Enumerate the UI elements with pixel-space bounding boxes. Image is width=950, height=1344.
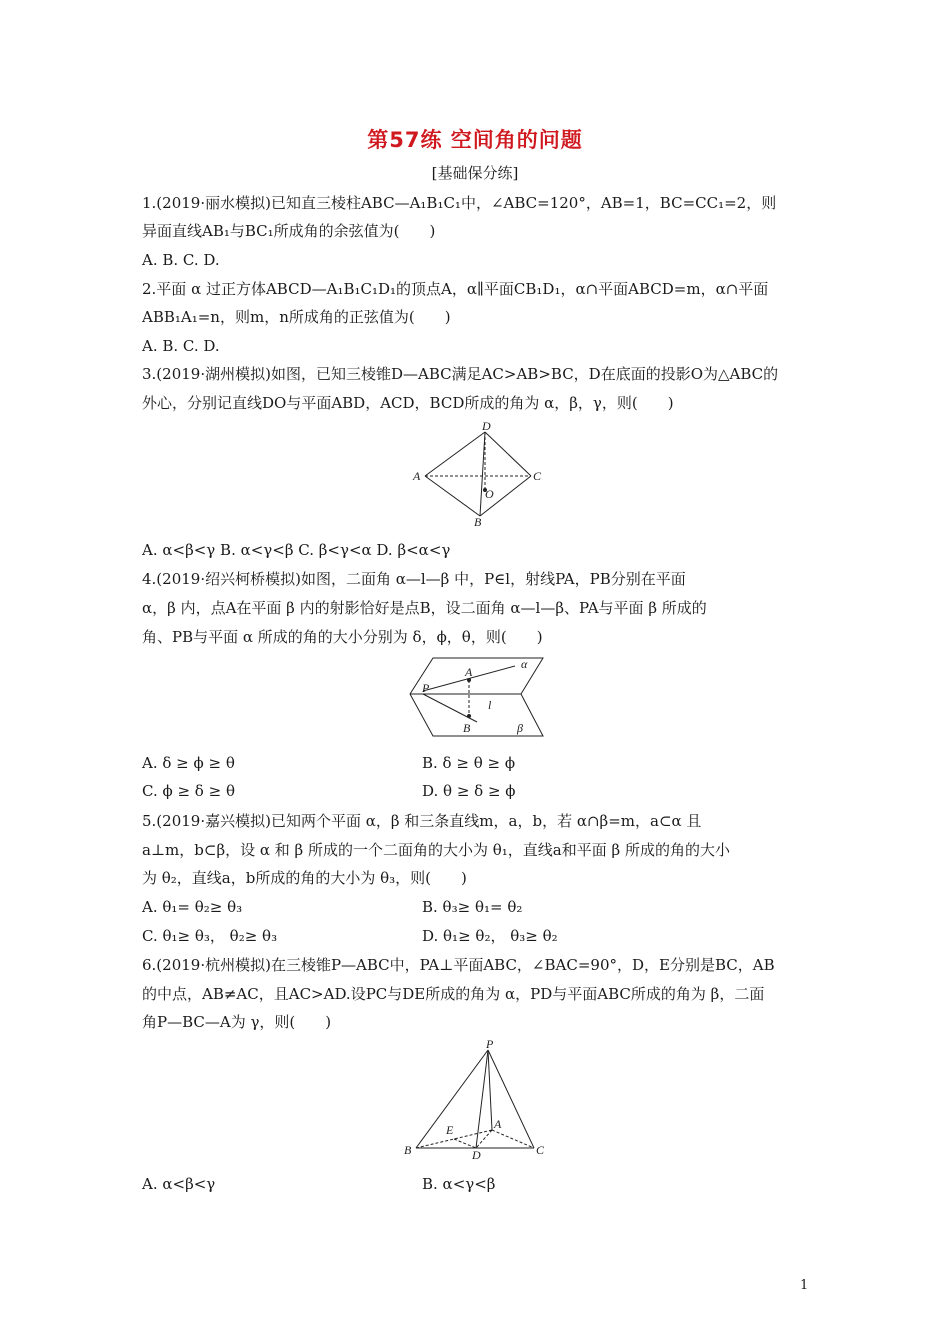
q4-option-c: C. ϕ ≥ δ ≥ θ <box>142 782 235 800</box>
q3-label-b: B <box>474 515 482 529</box>
q4-label-beta: β <box>517 721 523 735</box>
q3-label-a: A <box>413 469 421 483</box>
q6-line-2: 的中点，AB≠AC，且AC>AD.设PC与DE所成的角为 α，PD与平面ABC所成的角为 β，二面 <box>142 985 765 1003</box>
q6-label-e: E <box>446 1123 454 1137</box>
q4-label-alpha: α <box>521 657 528 671</box>
q5-option-d: D. θ₁≥ θ₂， θ₃≥ θ₂ <box>422 927 558 945</box>
q6-label-b: B <box>404 1143 412 1157</box>
q3-line-2: 外心，分别记直线DO与平面ABD，ACD，BCD所成的角为 α，β，γ，则( ) <box>142 394 674 412</box>
q2-options: A. B. C. D. <box>142 337 220 355</box>
q6-option-a: A. α<β<γ <box>142 1175 216 1193</box>
section-subtitle: [基础保分练] <box>431 164 519 182</box>
q4-label-l: l <box>488 698 492 712</box>
q5-option-b: B. θ₃≥ θ₁= θ₂ <box>422 898 523 916</box>
q6-label-d: D <box>472 1148 481 1160</box>
q5-option-c: C. θ₁≥ θ₃， θ₂≥ θ₃ <box>142 927 278 945</box>
q6-pyramid-figure <box>400 1038 550 1160</box>
q4-line-3: 角、PB与平面 α 所成的角的大小分别为 δ，ϕ，θ，则( ) <box>142 628 543 646</box>
q4-option-d: D. θ ≥ δ ≥ ϕ <box>422 782 516 800</box>
q2-line-2: ABB₁A₁=n，则m，n所成角的正弦值为( ) <box>142 308 451 326</box>
q6-label-a: A <box>494 1117 502 1131</box>
q5-line-1: 5.(2019·嘉兴模拟)已知两个平面 α，β 和三条直线m，a，b，若 α∩β=m，a⊂α 且 <box>142 812 702 830</box>
q4-line-1: 4.(2019·绍兴柯桥模拟)如图，二面角 α—l—β 中，P∈l，射线PA，PB分别在平面 <box>142 570 686 588</box>
q3-tetrahedron-figure <box>405 420 555 530</box>
q2-line-1: 2.平面 α 过正方体ABCD—A₁B₁C₁D₁的顶点A，α∥平面CB₁D₁，α∩平面ABCD=m，α∩平面 <box>142 280 769 298</box>
q4-line-2: α，β 内，点A在平面 β 内的射影恰好是点B，设二面角 α—l—β、PA与平面 β 所成的 <box>142 599 707 617</box>
q6-line-3: 角P—BC—A为 γ，则( ) <box>142 1013 332 1031</box>
q4-dihedral-figure <box>405 654 550 742</box>
q3-label-d: D <box>482 420 491 433</box>
q4-label-a: A <box>465 665 473 679</box>
q4-label-p: P <box>422 681 430 695</box>
q4-label-b: B <box>463 721 471 735</box>
q3-options: A. α<β<γ B. α<γ<β C. β<γ<α D. β<α<γ <box>142 541 451 559</box>
q1-options: A. B. C. D. <box>142 251 220 269</box>
q5-line-2: a⊥m，b⊂β，设 α 和 β 所成的一个二面角的大小为 θ₁，直线a和平面 β 所成的角的大小 <box>142 841 730 859</box>
page-title: 第57练 空间角的问题 <box>367 128 583 152</box>
q3-label-c: C <box>533 469 542 483</box>
q6-label-p: P <box>486 1038 494 1051</box>
q3-label-o: O <box>485 487 494 501</box>
q1-line-1: 1.(2019·丽水模拟)已知直三棱柱ABC—A₁B₁C₁中，∠ABC=120°，AB=1，BC=CC₁=2，则 <box>142 194 777 212</box>
q5-line-3: 为 θ₂，直线a，b所成的角的大小为 θ₃，则( ) <box>142 869 467 887</box>
q4-option-b: B. δ ≥ θ ≥ ϕ <box>422 754 516 772</box>
q6-line-1: 6.(2019·杭州模拟)在三棱锥P—ABC中，PA⊥平面ABC，∠BAC=90°，D，E分别是BC，AB <box>142 956 775 974</box>
q6-option-b: B. α<γ<β <box>422 1175 496 1193</box>
q5-option-a: A. θ₁= θ₂≥ θ₃ <box>142 898 243 916</box>
q1-line-2: 异面直线AB₁与BC₁所成角的余弦值为( ) <box>142 222 436 240</box>
q6-label-c: C <box>536 1143 545 1157</box>
q3-line-1: 3.(2019·湖州模拟)如图，已知三棱锥D—ABC满足AC>AB>BC，D在底面的投影O为△ABC的 <box>142 365 779 383</box>
q4-option-a: A. δ ≥ ϕ ≥ θ <box>142 754 235 772</box>
page-number: 1 <box>800 1278 809 1293</box>
